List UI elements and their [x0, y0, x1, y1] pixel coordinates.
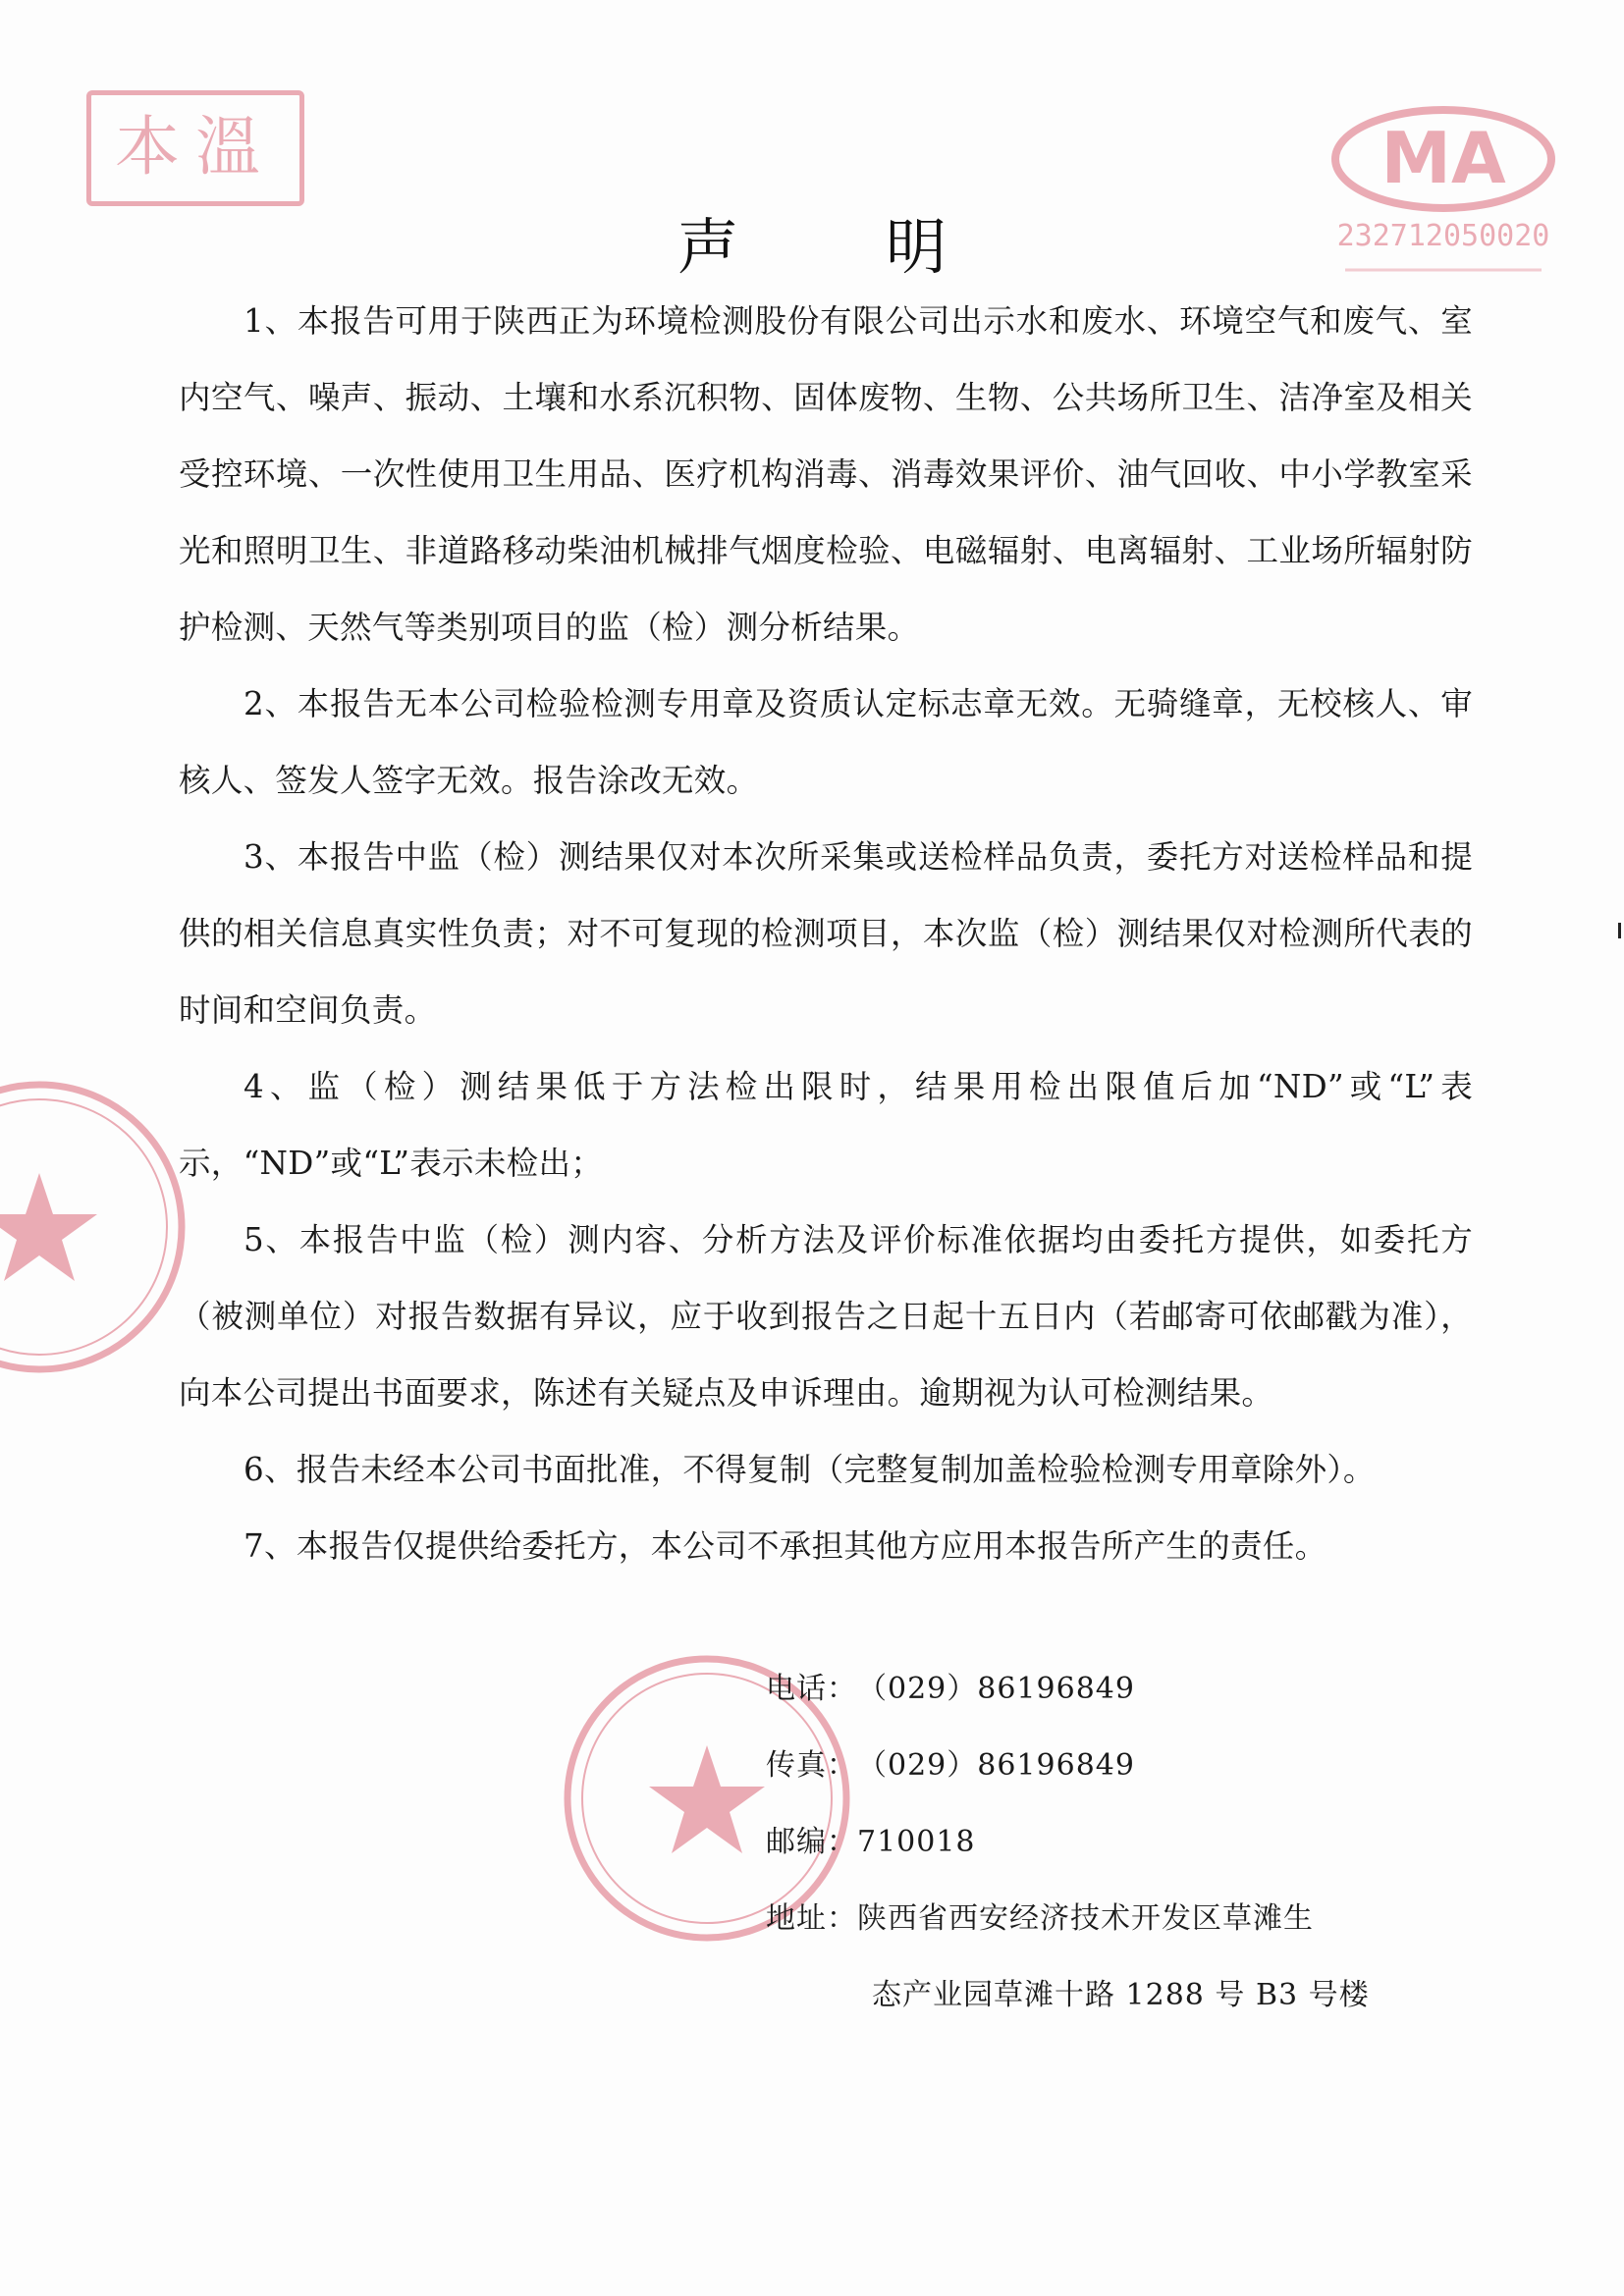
scan-edge-mark — [1618, 923, 1621, 938]
phone-value: （029）86196849 — [857, 1672, 1135, 1706]
round-seal-stamp-left — [0, 1075, 191, 1379]
phone-label: 电话： — [766, 1672, 857, 1706]
address-line-2: 态产业园草滩十路 1288 号 B3 号楼 — [872, 1978, 1370, 2012]
postcode-value: 710018 — [857, 1825, 976, 1859]
declaration-item-5: 5、本报告中监（检）测内容、分析方法及评价标准依据均由委托方提供，如委托方（被测单位）对报告数据有异议，应于收到报告之日起十五日内（若邮寄可依邮戳为准），向本公司提出书面要求，陈述有关疑点及申诉理由。逾期视为认可检测结果。 — [179, 1221, 1473, 1412]
seal-stamp-text: 本溫 — [115, 109, 276, 185]
cma-number-text: 232712050020 — [1336, 219, 1550, 253]
declaration-item-7: 7、本报告仅提供给委托方，本公司不承担其他方应用本报告所产生的责任。 — [244, 1527, 1327, 1565]
contact-phone-row — [766, 1651, 1370, 1728]
contact-fax-row — [766, 1728, 1370, 1804]
declaration-item-2: 2、本报告无本公司检验检测专用章及资质认定标志章无效。无骑缝章，无校核人、审核人、签发人签字无效。报告涂改无效。 — [179, 685, 1473, 799]
seal-stamp-top-left — [86, 90, 304, 206]
contact-address-row — [766, 1881, 1370, 1957]
page-title: 声明 — [677, 210, 1094, 283]
fax-value: （029）86196849 — [857, 1748, 1135, 1783]
address-label: 地址： — [766, 1901, 857, 1936]
contact-block — [766, 1651, 1370, 2034]
cma-mark-text: MA — [1380, 117, 1506, 199]
declaration-item-1: 1、本报告可用于陕西正为环境检测股份有限公司出示水和废水、环境空气和废气、室内空气、噪声、振动、土壤和水系沉积物、固体废物、生物、公共场所卫生、洁净室及相关受控环境、一次性使用卫生用品、医疗机构消毒、消毒效果评价、油气回收、中小学教室采光和照明卫生、非道路移动柴油机械排气烟度检验、电磁辐射、电离辐射、工业场所辐射防护检测、天然气等类别项目的监（检）测分析结果。 — [179, 302, 1473, 646]
declaration-body — [179, 283, 1473, 1584]
declaration-item-3: 3、本报告中监（检）测结果仅对本次所采集或送检样品负责，委托方对送检样品和提供的相关信息真实性负责；对不可复现的检测项目，本次监（检）测结果仅对检测所代表的时间和空间负责。 — [179, 838, 1473, 1029]
postcode-label: 邮编： — [766, 1825, 857, 1859]
declaration-item-6: 6、报告未经本公司书面批准，不得复制（完整复制加盖检验检测专用章除外）。 — [244, 1451, 1376, 1488]
address-line-1: 陕西省西安经济技术开发区草滩生 — [857, 1901, 1314, 1936]
declaration-item-4: 4、监（检）测结果低于方法检出限时，结果用检出限值后加“ND”或“L”表示，“ND”或“L”表示未检出； — [179, 1068, 1473, 1182]
fax-label: 传真： — [766, 1748, 857, 1783]
contact-postcode-row — [766, 1804, 1370, 1881]
